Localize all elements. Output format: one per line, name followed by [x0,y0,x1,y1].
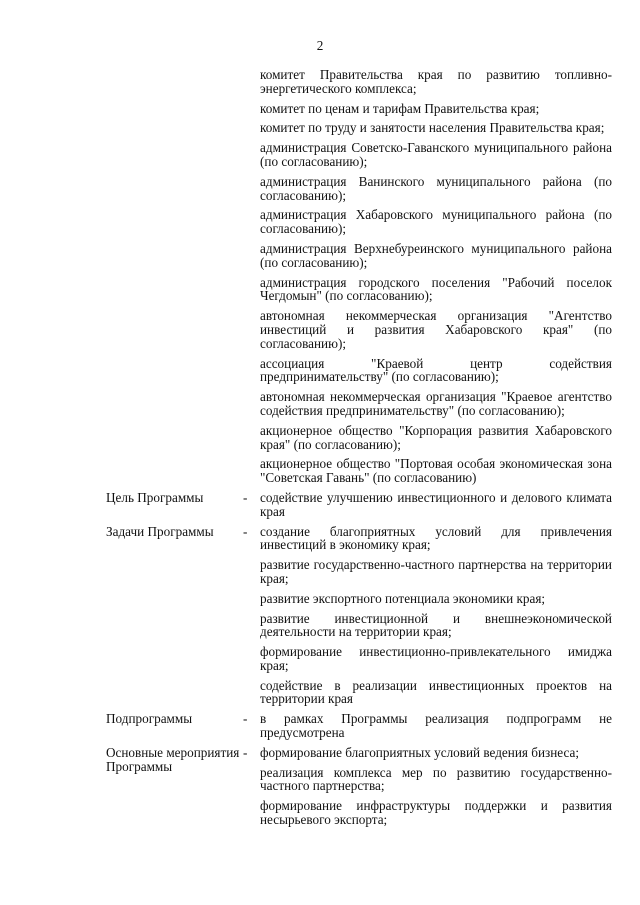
list-item: формирование инвестиционно-привлекательного имиджа края; [260,644,612,673]
list-item: развитие инвестиционной и внешнеэкономической деятельности на территории края; [260,610,612,640]
list-item: формирование благоприятных условий ведения бизнеса; [260,744,580,760]
program-passport-table [106,68,612,833]
list-item: в рамках Программы реализация подпрограмм не предусмотрена [260,711,612,741]
row-label: Основные мероприятия Программы [106,744,240,774]
passport-row-main-activities [106,746,612,833]
row-label: Задачи Программы [106,523,214,539]
list-item: автономная некоммерческая организация "Агентство инвестиций и развития Хабаровского края" (по согласованию); [260,308,612,351]
row-content [260,68,612,491]
row-dash: - [243,489,248,505]
row-dash: - [243,523,248,539]
row-dash: - [243,744,248,760]
list-item: содействие улучшению инвестиционного и делового климата края [260,489,612,519]
passport-row-goal [106,491,612,525]
passport-row-subprograms [106,712,612,746]
list-item: ассоциация "Краевой центр содействия предпринимательству" (по согласованию); [260,355,612,385]
list-item: комитет по ценам и тарифам Правительства края; [260,100,540,116]
list-item: содействие в реализации инвестиционных проектов на территории края [260,677,612,707]
row-label: Подпрограммы [106,711,193,727]
list-item: развитие государственно-частного партнерства на территории края; [260,557,612,586]
row-content [260,491,612,525]
list-item: администрация городского поселения "Рабочий поселок Чегдомын" (по согласованию); [260,274,612,304]
list-item: развитие экспортного потенциала экономики края; [260,590,546,606]
list-item: администрация Хабаровского муниципального района (по согласованию); [260,207,612,237]
passport-row-participants [106,68,612,491]
row-content [260,712,612,746]
row-dash: - [243,711,248,727]
list-item: акционерное общество "Корпорация развития Хабаровского края" (по согласованию); [260,422,612,452]
list-item: акционерное общество "Портовая особая экономическая зона "Советская Гавань" (по согласованию) [260,456,612,486]
list-item: автономная некоммерческая организация "Краевое агентство содействия предпринимательству" (по согласованию); [260,389,612,418]
row-content [260,525,612,713]
row-label: Цель Программы [106,489,204,505]
list-item: комитет по труду и занятости населения Правительства края; [260,120,605,136]
list-item: администрация Верхнебуреинского муниципального района (по согласованию); [260,240,612,270]
list-item: администрация Ванинского муниципального района (по согласованию); [260,173,612,203]
page-number: 2 [316,38,324,53]
list-item: администрация Советско-Гаванского муниципального района (по согласованию); [260,140,612,169]
row-content [260,746,612,833]
list-item: создание благоприятных условий для привлечения инвестиций в экономику края; [260,523,612,553]
list-item: комитет Правительства края по развитию топливно-энергетического комплекса; [260,67,612,96]
list-item: реализация комплекса мер по развитию государственно-частного партнерства; [260,764,612,794]
list-item: формирование инфраструктуры поддержки и развития несырьевого экспорта; [260,798,612,828]
passport-row-tasks [106,525,612,713]
